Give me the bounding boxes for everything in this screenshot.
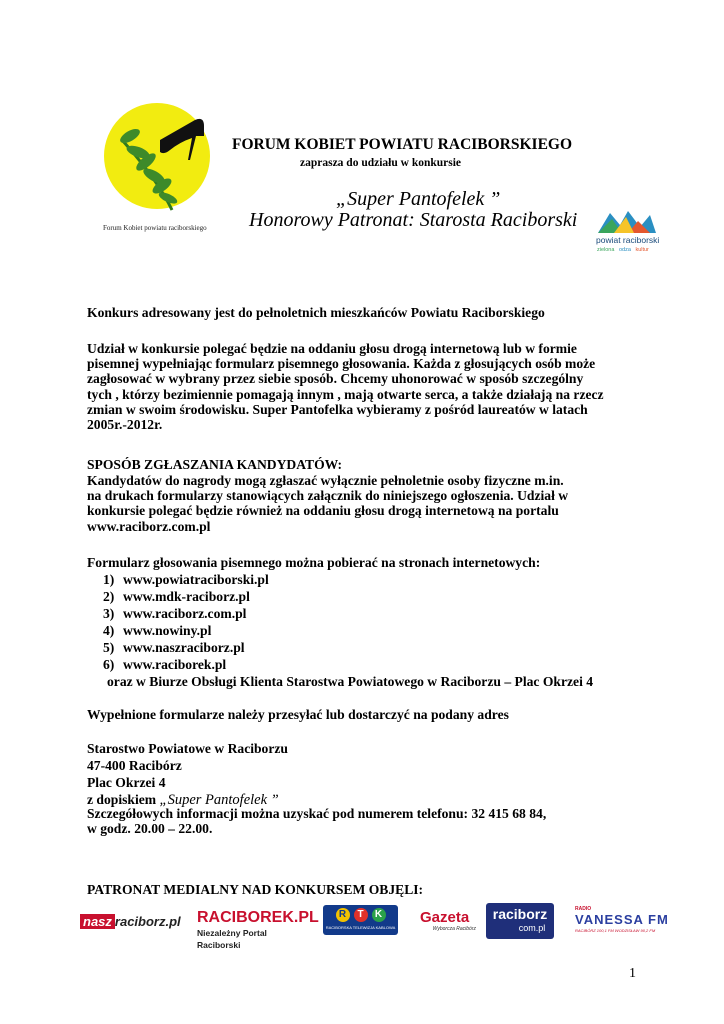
page-number: 1 [629, 966, 636, 981]
site-link[interactable]: www.raciborek.pl [123, 657, 227, 672]
site-item: 3) www.raciborz.com.pl [103, 606, 247, 621]
media-heading: PATRONAT MEDIALNY NAD KONKURSEM OBJĘLI: [87, 882, 424, 897]
sites-list [103, 572, 269, 674]
address-line: 47-400 Racibórz [87, 758, 182, 773]
rtk-logo: R T K RACIBORSKA TELEWIZJA KABLOWA [323, 905, 398, 935]
invite-line: zaprasza do udziału w konkursie [300, 157, 462, 169]
address-block [87, 741, 288, 809]
phone-line: w godz. 20.00 – 22.00. [87, 821, 213, 837]
rules-line: Udział w konkursie polegać będzie na oddaniu głosu drogą internetową lub w formie [87, 341, 577, 356]
site-link[interactable]: www.raciborz.com.pl [123, 606, 247, 621]
county-logo-name: powiat raciborski [596, 235, 660, 245]
rules-line: tych , którzy bezimiennie pomagają innym , mają otwarte serca, a także działają na rzecz [87, 386, 604, 402]
site-item: 4) www.nowiny.pl [103, 623, 212, 638]
rules-paragraph [87, 341, 639, 432]
site-item: 5) www.naszraciborz.pl [103, 640, 245, 655]
site-item: 6) www.raciborek.pl [103, 657, 227, 672]
rules-line: zagłosować w wybrany przez siebie sposób. Chcemy uhonorować w sposób szczególny [87, 371, 584, 387]
forms-intro: Formularz głosowania pisemnego można pobierać na stronach internetowych: [87, 555, 541, 570]
address-line: z dopiskiem „Super Pantofelek ” [87, 792, 279, 808]
intro-line: Konkurs adresowany jest do pełnoletnich mieszkańców Powiatu Raciborskiego [87, 305, 545, 320]
site-link[interactable]: www.mdk-raciborz.pl [123, 589, 250, 604]
county-tag-2: odza [618, 247, 631, 253]
forum-logo [100, 100, 230, 242]
sun-shoe-icon [100, 100, 230, 242]
county-tag-1: zielona [597, 247, 615, 253]
submission-heading: SPOSÓB ZGŁASZANIA KANDYDATÓW: [87, 457, 343, 472]
phone-line: Szczegółowych informacji można uzyskać pod numerem telefonu: 32 415 68 84, [87, 806, 547, 821]
office-note: oraz w Biurze Obsługi Klienta Starostwa Powiatowego w Raciborzu – Plac Okrzei 4 [107, 674, 594, 689]
send-note: Wypełnione formularze należy przesyłać lub dostarczyć na podany adres [87, 707, 509, 722]
contest-name: „Super Pantofelek ” [336, 188, 501, 210]
rules-line: zmian w swoim środowisku. Super Pantofelka wybieramy z pośród laureatów w latach [87, 401, 588, 417]
patronage-line: Honorowy Patronat: Starosta Raciborski [249, 209, 578, 231]
site-item: 1) www.powiatraciborski.pl [103, 572, 269, 587]
rules-line: pisemnej wypełniając formularz pisemnego głosowania. Każda z głosujących osób może [87, 356, 596, 372]
site-item: 2) www.mdk-raciborz.pl [103, 589, 250, 604]
portal-link[interactable]: www.raciborz.com.pl [87, 518, 211, 534]
submission-line: Kandydatów do nagrody mogą zgłaszać wyłącznie pełnoletnie osoby fizyczne m.in. [87, 473, 564, 488]
phone-paragraph [87, 806, 629, 836]
site-link[interactable]: www.powiatraciborski.pl [123, 572, 269, 587]
nasz-raciborz-logo: nasz raciborz.pl [80, 911, 180, 933]
raciborz-com-logo: raciborz com.pl [486, 903, 554, 939]
site-link[interactable]: www.naszraciborz.pl [123, 640, 245, 655]
address-line: Plac Okrzei 4 [87, 775, 166, 790]
page-title: FORUM KOBIET POWIATU RACIBORSKIEGO [232, 136, 573, 153]
site-link[interactable]: www.nowiny.pl [123, 623, 212, 638]
county-tag-3: kultur [635, 247, 649, 253]
vanessa-fm-logo: RADIO VANESSA FM RACIBÓRZ 100,1 FM WODZISŁAW 90,2 FM [575, 906, 669, 933]
mountain-logo-icon [592, 205, 662, 263]
submission-line: konkursie polegać będzie również na oddaniu głosu drogą internetową na portalu [87, 503, 559, 519]
submission-line: na drukach formularzy stanowiących załącznik do niniejszego ogłoszenia. Udział w [87, 488, 569, 504]
forum-logo-caption: Forum Kobiet powiatu raciborskiego [103, 224, 207, 232]
rules-line: 2005r.-2012r. [87, 417, 163, 433]
submission-paragraph [87, 473, 639, 534]
gazeta-logo: Gazeta Wyborcza Racibórz [420, 909, 476, 932]
county-logo [592, 205, 662, 263]
raciborek-logo: RACIBOREK.PL Niezależny Portal Raciborski [197, 909, 319, 950]
address-line: Starostwo Powiatowe w Raciborzu [87, 741, 288, 756]
